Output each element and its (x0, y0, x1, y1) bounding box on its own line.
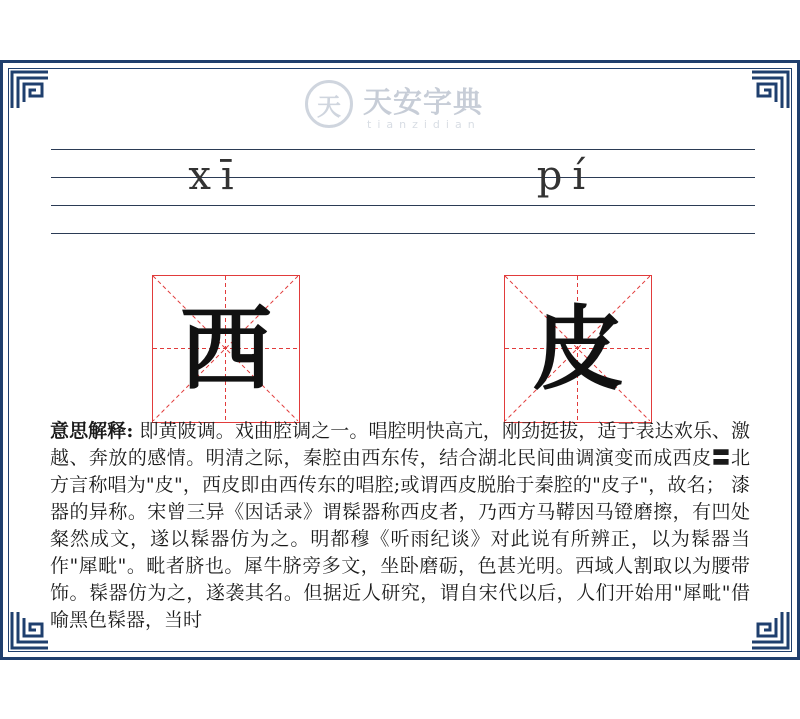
character-grid-1 (152, 275, 300, 423)
pinyin-syllable-2: pí (536, 153, 596, 199)
logo-name: 天安字典 (363, 85, 484, 119)
meaning-paragraph (50, 418, 750, 634)
meaning-label: 意思解释: (50, 420, 134, 442)
corner-ornament-icon (10, 70, 50, 110)
character-glyph-2: 皮 (531, 295, 624, 403)
logo-badge-icon: 天 (305, 80, 353, 128)
site-logo (305, 78, 505, 138)
character-glyph-1: 西 (179, 295, 272, 403)
corner-ornament-icon (750, 70, 790, 110)
corner-ornament-icon (10, 610, 50, 650)
logo-subtitle: tianzidian (367, 118, 481, 131)
meaning-text: 即黄陂调。戏曲腔调之一。唱腔明快高亢，刚劲挺拔，适于表达欢乐、激越、奔放的感情。明清之际，秦腔由西东传，结合湖北民间曲调演变而成西皮〓北方言称唱为"皮"，西皮即由西传东的唱腔;或谓西皮脱胎于秦腔的"皮子"，故名； 漆器的异称。宋曾三异《因话录》谓髹器称西皮者，乃西方马鞯因马镫磨擦，有凹处粲然成文，遂以髹器仿为之。明都穆《听雨纪谈》对此说有所辨正，以为髹器当作"犀毗"。毗者脐也。犀牛脐旁多文，坐卧磨砺，色甚光明。西域人割取以为腰带饰。髹器仿为之，遂袭其名。但据近人研究，谓自宋代以后，人们开始用"犀毗"借喻黑色髹器，当时 (50, 420, 750, 631)
character-grid-2 (504, 275, 652, 423)
pinyin-syllable-1: xī (188, 153, 244, 199)
corner-ornament-icon (750, 610, 790, 650)
